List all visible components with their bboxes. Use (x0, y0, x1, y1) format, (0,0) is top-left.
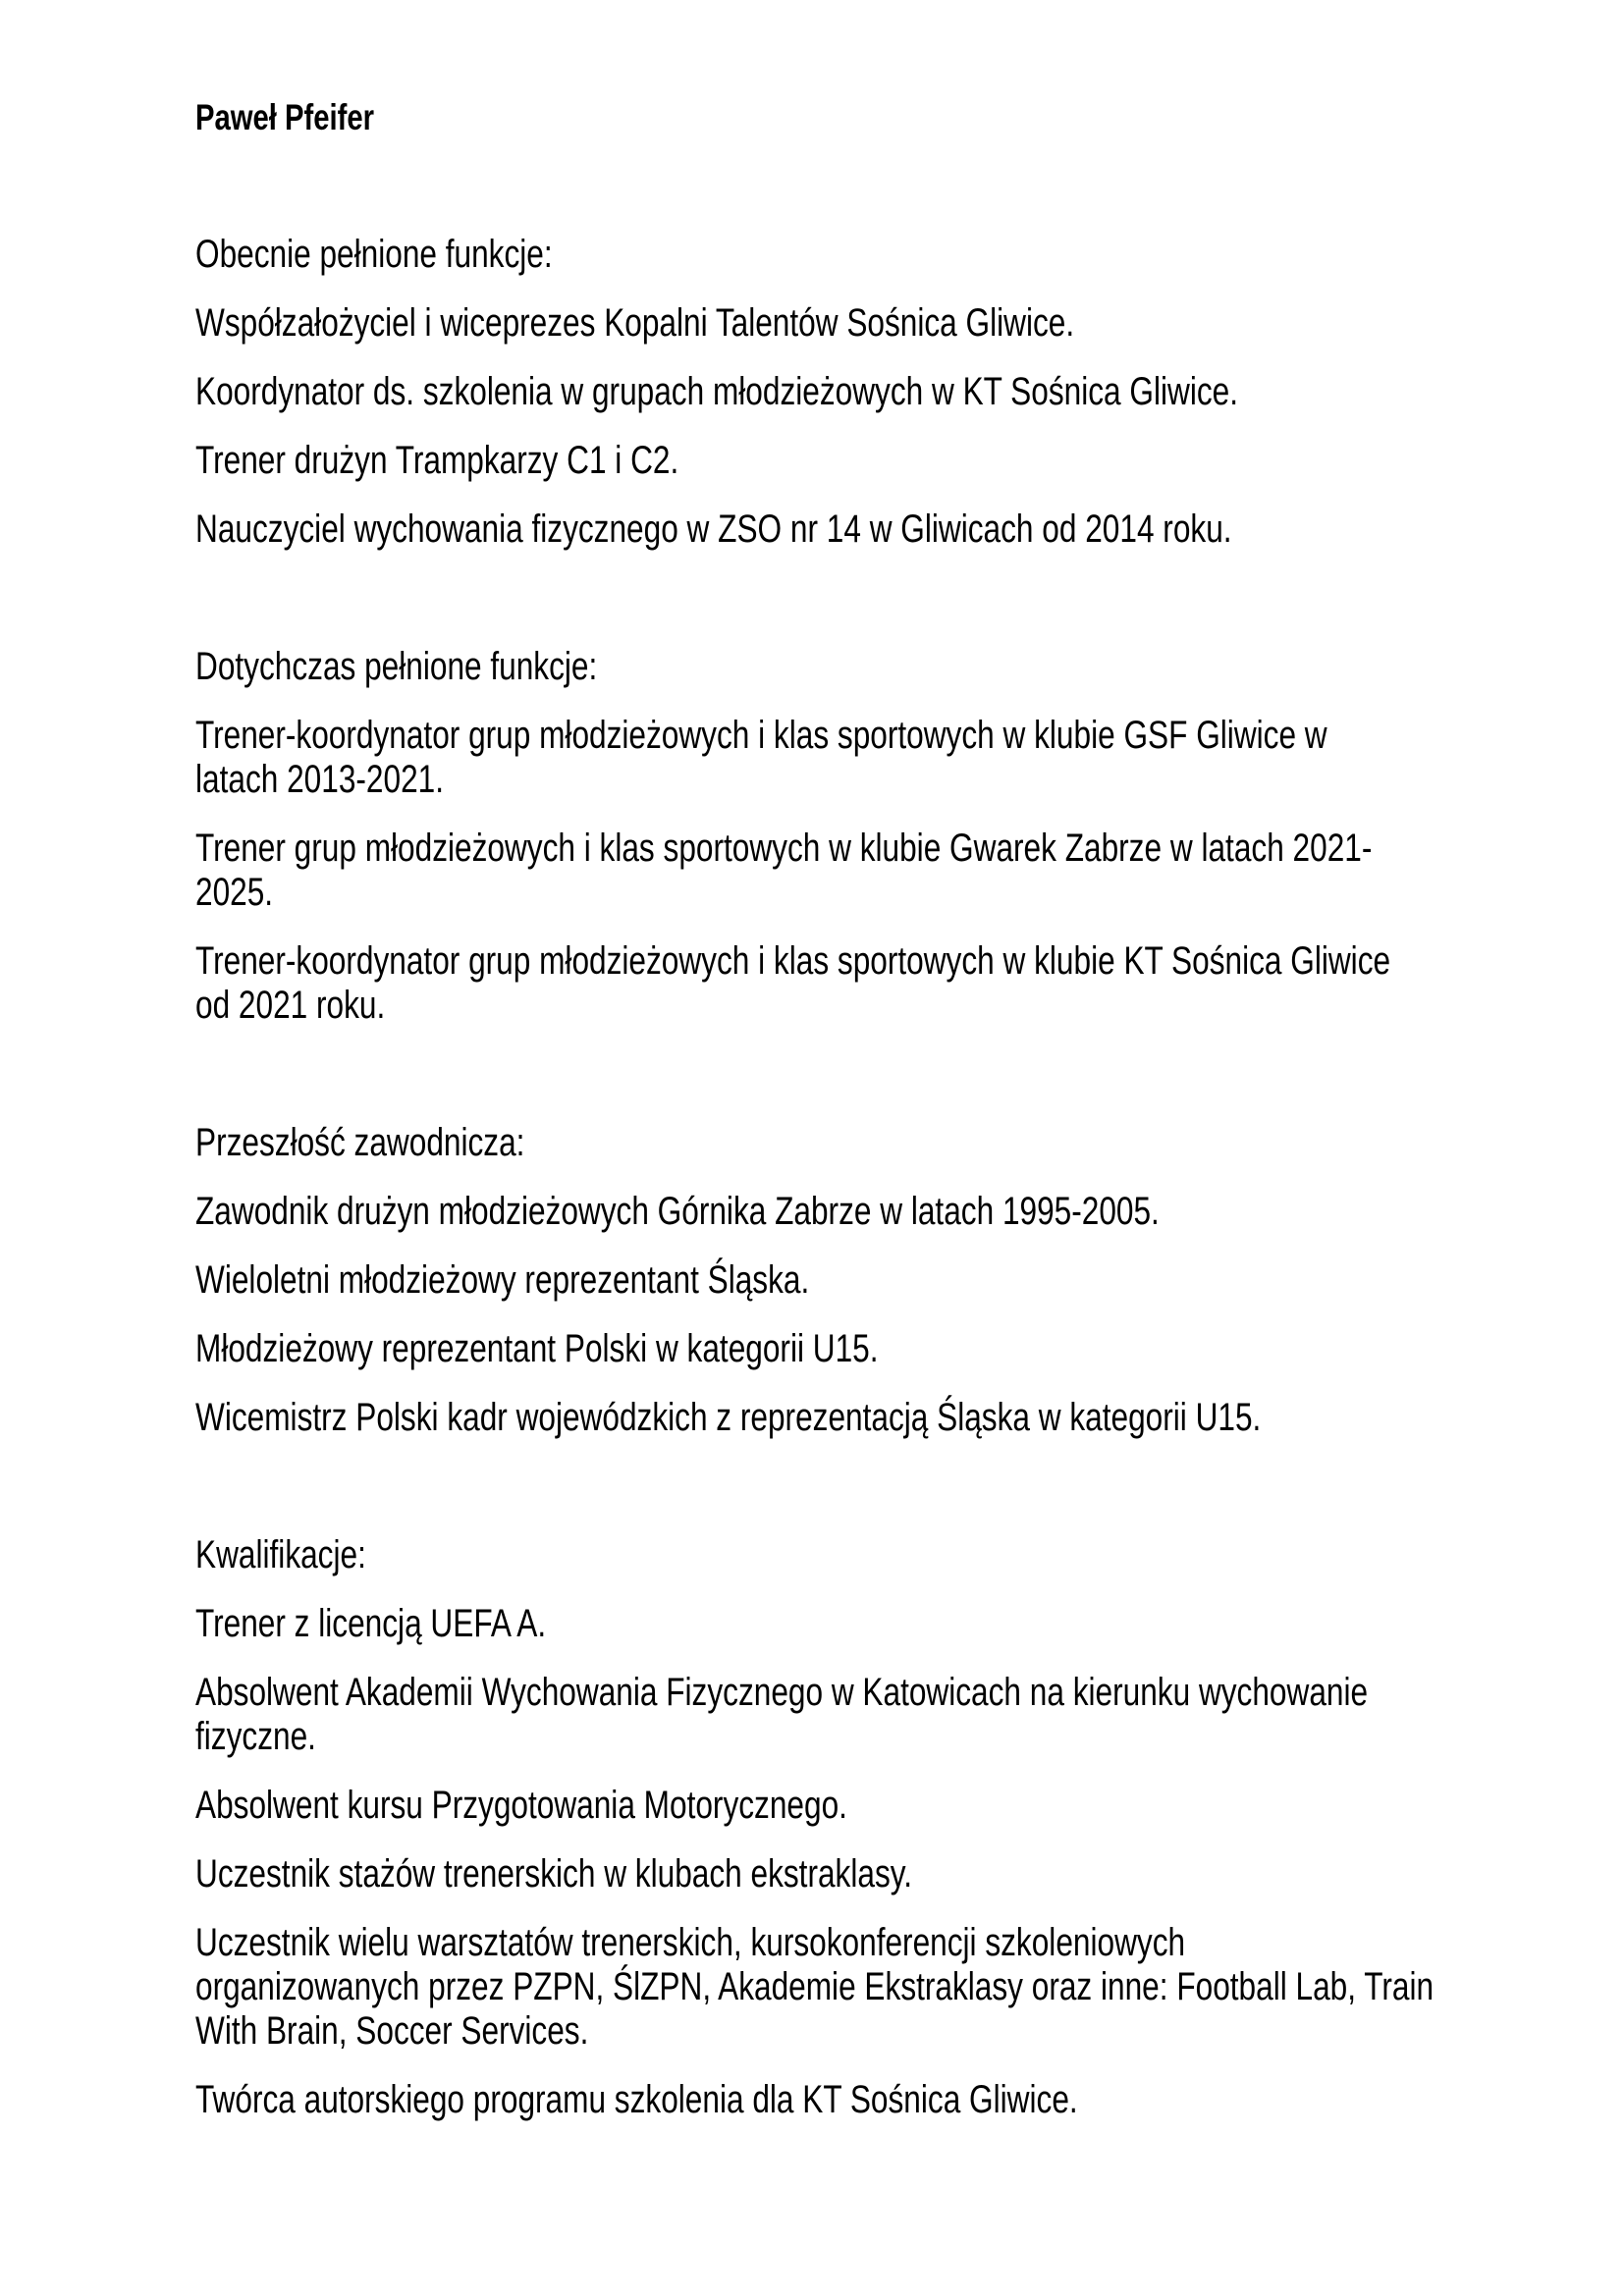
paragraph (195, 1190, 1434, 1234)
paragraph (195, 301, 1434, 346)
paragraph-line: Trener-koordynator grup młodzieżowych i klas sportowych w klubie KT Sośnica Gliwice (195, 939, 1391, 983)
paragraph-line: Koordynator ds. szkolenia w grupach młodzieżowych w KT Sośnica Gliwice. (195, 370, 1238, 413)
paragraph (195, 939, 1434, 1028)
section-heading: Przeszłość zawodnicza: (195, 1121, 525, 1164)
paragraph-line: Trener drużyn Trampkarzy C1 i C2. (195, 439, 679, 482)
paragraph (195, 1258, 1434, 1303)
paragraph (195, 1852, 1434, 1896)
section-spacer (195, 576, 1434, 645)
paragraph-line: latach 2013-2021. (195, 758, 445, 801)
section-spacer (195, 1052, 1434, 1121)
section-heading: Obecnie pełnione funkcje: (195, 233, 553, 276)
paragraph (195, 1784, 1434, 1828)
paragraph (195, 370, 1434, 414)
paragraph (195, 1327, 1434, 1371)
document-content (195, 95, 1434, 2147)
section-heading: Dotychczas pełnione funkcje: (195, 645, 598, 688)
paragraph (195, 2078, 1434, 2122)
paragraph (195, 1396, 1434, 1440)
paragraph-line: Nauczyciel wychowania fizycznego w ZSO nr 14 w Gliwicach od 2014 roku. (195, 507, 1232, 551)
paragraph-line: Współzałożyciel i wiceprezes Kopalni Talentów Sośnica Gliwice. (195, 301, 1075, 345)
paragraph (195, 1671, 1434, 1759)
paragraph-line: Trener grup młodzieżowych i klas sportowych w klubie Gwarek Zabrze w latach 2021- (195, 827, 1373, 870)
paragraph-line: Wicemistrz Polski kadr wojewódzkich z reprezentacją Śląska w kategorii U15. (195, 1396, 1262, 1439)
paragraph (195, 439, 1434, 483)
section-spacer (195, 164, 1434, 233)
paragraph-line: Absolwent kursu Przygotowania Motorycznego. (195, 1784, 847, 1827)
paragraph-line: Uczestnik stażów trenerskich w klubach ekstraklasy. (195, 1852, 912, 1896)
paragraph-line: Wieloletni młodzieżowy reprezentant Śląska. (195, 1258, 810, 1302)
document-title: Paweł Pfeifer (195, 97, 374, 137)
paragraph-line: organizowanych przez PZPN, ŚlZPN, Akademie Ekstraklasy oraz inne: Football Lab, Train (195, 1965, 1435, 2008)
paragraph-line: With Brain, Soccer Services. (195, 2009, 589, 2053)
paragraph-line: Twórca autorskiego programu szkolenia dla KT Sośnica Gliwice. (195, 2078, 1078, 2121)
document-body (195, 164, 1434, 2122)
paragraph-line: Uczestnik wielu warsztatów trenerskich, kursokonferencji szkoleniowych (195, 1921, 1186, 1964)
section-spacer (195, 1465, 1434, 1533)
paragraph (195, 507, 1434, 552)
paragraph-line: Trener z licencją UEFA A. (195, 1602, 547, 1645)
paragraph-line: Zawodnik drużyn młodzieżowych Górnika Zabrze w latach 1995-2005. (195, 1190, 1160, 1233)
paragraph (195, 1921, 1434, 2054)
section-heading: Kwalifikacje: (195, 1533, 366, 1576)
paragraph-line: Młodzieżowy reprezentant Polski w kategorii U15. (195, 1327, 879, 1370)
paragraph (195, 714, 1434, 802)
paragraph (195, 827, 1434, 915)
paragraph (195, 1602, 1434, 1646)
paragraph-line: fizyczne. (195, 1715, 316, 1758)
paragraph-line: Absolwent Akademii Wychowania Fizycznego w Katowicach na kierunku wychowanie (195, 1671, 1369, 1714)
paragraph-line: od 2021 roku. (195, 984, 386, 1027)
paragraph-line: Trener-koordynator grup młodzieżowych i klas sportowych w klubie GSF Gliwice w (195, 714, 1327, 757)
paragraph-line: 2025. (195, 871, 274, 914)
